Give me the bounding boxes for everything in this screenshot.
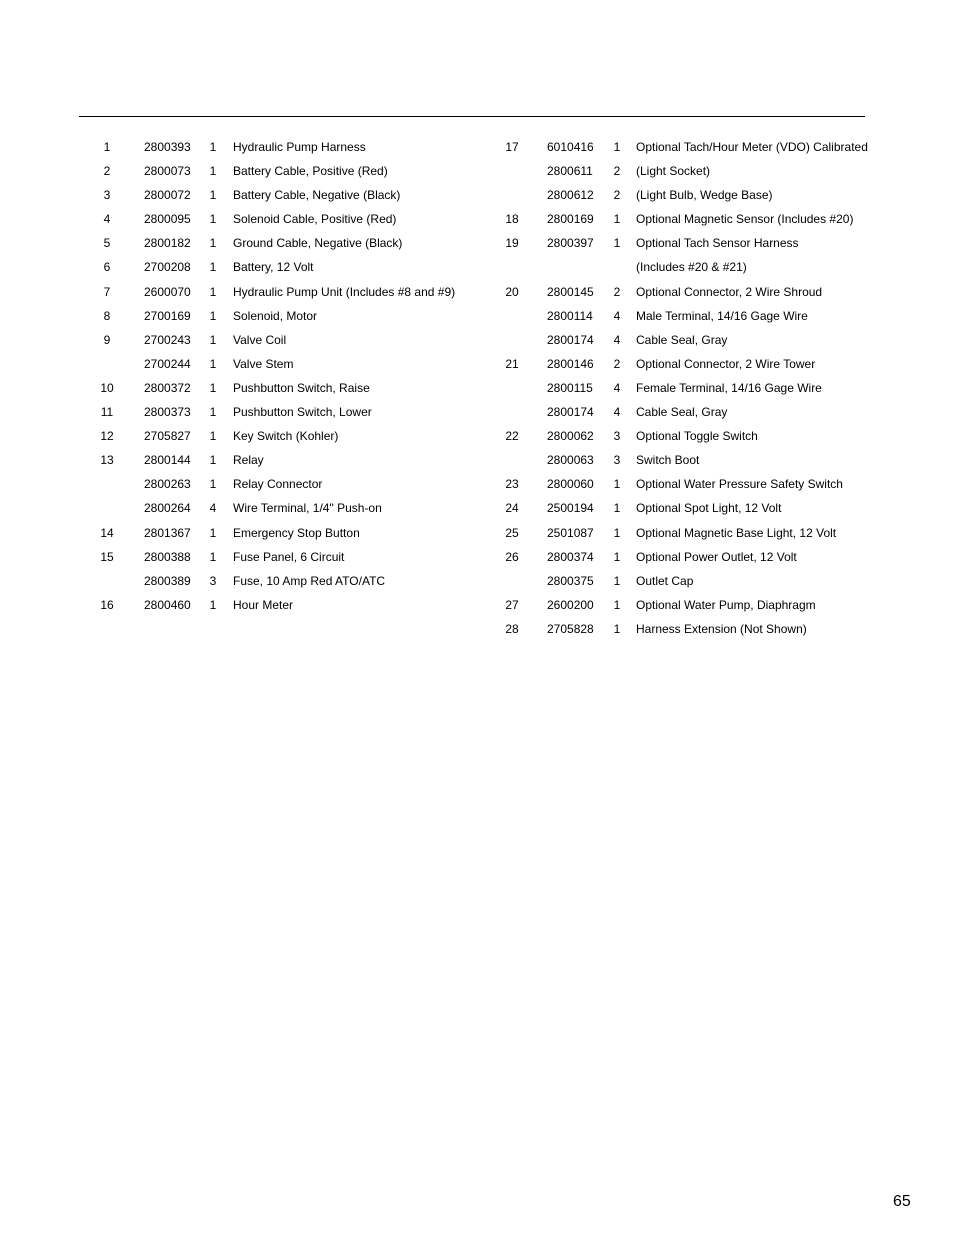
quantity: 2	[613, 188, 621, 203]
part-number: 2800174	[547, 405, 594, 420]
quantity: 4	[613, 332, 621, 347]
quantity: 1	[209, 332, 217, 347]
description: Fuse, 10 Amp Red ATO/ATC	[233, 573, 386, 588]
description: Wire Terminal, 1/4" Push-on	[233, 501, 382, 516]
quantity: 1	[209, 236, 217, 251]
part-number: 2800397	[547, 236, 594, 251]
quantity: 1	[209, 140, 217, 154]
item-number: 27	[505, 597, 519, 612]
description: (Light Bulb, Wedge Base)	[636, 188, 773, 203]
description: Female Terminal, 14/16 Gage Wire	[636, 380, 822, 395]
description: Optional Tach/Hour Meter (VDO) Calibrated	[636, 140, 868, 154]
quantity: 3	[613, 429, 621, 444]
part-number: 2800063	[547, 453, 594, 468]
description: Hour Meter	[233, 597, 294, 612]
item-number: 26	[505, 549, 519, 564]
part-number: 2800389	[144, 573, 191, 588]
part-number: 2800062	[547, 429, 594, 444]
description: (Includes #20 & #21)	[636, 260, 747, 275]
part-number: 2800372	[144, 380, 191, 395]
item-number: 28	[505, 621, 519, 636]
item-number: 4	[103, 212, 111, 227]
description: Optional Tach Sensor Harness	[636, 236, 799, 251]
quantity: 1	[209, 597, 217, 612]
description: Optional Connector, 2 Wire Tower	[636, 356, 816, 371]
part-number: 2800612	[547, 188, 594, 203]
quantity: 1	[613, 501, 621, 516]
part-number: 2800460	[144, 597, 191, 612]
description: Battery Cable, Positive (Red)	[233, 164, 388, 179]
item-number: 21	[505, 356, 519, 371]
part-number: 2501087	[547, 525, 594, 540]
item-number: 1	[103, 140, 111, 154]
item-number: 19	[505, 236, 519, 251]
description: Fuse Panel, 6 Circuit	[233, 549, 345, 564]
quantity: 1	[613, 621, 621, 636]
description: Ground Cable, Negative (Black)	[233, 236, 403, 251]
quantity: 1	[613, 573, 621, 588]
description: Switch Boot	[636, 453, 700, 468]
description: Emergency Stop Button	[233, 525, 360, 540]
part-number: 2800095	[144, 212, 191, 227]
part-number: 2700208	[144, 260, 191, 275]
item-number: 6	[103, 260, 111, 275]
quantity: 3	[613, 453, 621, 468]
description: Optional Magnetic Sensor (Includes #20)	[636, 212, 854, 227]
quantity: 1	[209, 260, 217, 275]
part-number: 2600070	[144, 284, 191, 299]
quantity: 4	[613, 405, 621, 420]
quantity: 1	[613, 549, 621, 564]
item-number: 9	[103, 332, 111, 347]
part-number: 2800388	[144, 549, 191, 564]
item-number: 5	[103, 236, 111, 251]
description: Cable Seal, Gray	[636, 332, 728, 347]
description: Hydraulic Pump Unit (Includes #8 and #9)	[233, 284, 456, 299]
quantity: 4	[209, 501, 217, 516]
quantity: 1	[209, 453, 217, 468]
part-number: 2800375	[547, 573, 594, 588]
quantity: 1	[209, 212, 217, 227]
quantity: 1	[613, 140, 621, 154]
part-number: 2705827	[144, 429, 191, 444]
item-number: 18	[505, 212, 519, 227]
item-number: 2	[103, 164, 111, 179]
description: Pushbutton Switch, Lower	[233, 405, 372, 420]
part-number: 2800144	[144, 453, 191, 468]
description: Optional Magnetic Base Light, 12 Volt	[636, 525, 837, 540]
description: Battery, 12 Volt	[233, 260, 314, 275]
item-number: 11	[100, 405, 114, 420]
description: Valve Stem	[233, 356, 294, 371]
part-number: 2600200	[547, 597, 594, 612]
quantity: 4	[613, 308, 621, 323]
item-number: 13	[100, 453, 114, 468]
item-number: 10	[100, 380, 114, 395]
quantity: 2	[613, 356, 621, 371]
description: Optional Power Outlet, 12 Volt	[636, 549, 797, 564]
quantity: 1	[209, 525, 217, 540]
description: Key Switch (Kohler)	[233, 429, 339, 444]
quantity: 1	[613, 525, 621, 540]
quantity: 3	[209, 573, 217, 588]
quantity: 1	[613, 236, 621, 251]
description: Solenoid Cable, Positive (Red)	[233, 212, 397, 227]
part-number: 2800145	[547, 284, 594, 299]
part-number: 2800114	[547, 308, 593, 323]
description: Cable Seal, Gray	[636, 405, 728, 420]
item-number: 7	[103, 284, 111, 299]
part-number: 2800373	[144, 405, 191, 420]
description: Optional Water Pressure Safety Switch	[636, 477, 843, 492]
description: Battery Cable, Negative (Black)	[233, 188, 401, 203]
part-number: 2800115	[547, 380, 593, 395]
description: Pushbutton Switch, Raise	[233, 380, 370, 395]
part-number: 2800146	[547, 356, 594, 371]
item-number: 22	[505, 429, 519, 444]
item-number: 12	[100, 429, 114, 444]
description: Relay	[233, 453, 264, 468]
item-number: 24	[505, 501, 519, 516]
item-number: 3	[103, 188, 111, 203]
quantity: 1	[209, 477, 217, 492]
part-number: 6010416	[547, 140, 594, 154]
item-number: 17	[505, 140, 519, 154]
part-number: 2705828	[547, 621, 594, 636]
part-number: 2700243	[144, 332, 191, 347]
quantity: 2	[613, 164, 621, 179]
quantity: 1	[209, 429, 217, 444]
part-number: 2800182	[144, 236, 191, 251]
quantity: 1	[209, 284, 217, 299]
item-number: 25	[505, 525, 519, 540]
part-number: 2800374	[547, 549, 594, 564]
quantity: 1	[209, 308, 217, 323]
header-rule	[79, 116, 865, 117]
part-number: 2800072	[144, 188, 191, 203]
quantity: 1	[209, 188, 217, 203]
description: Male Terminal, 14/16 Gage Wire	[636, 308, 808, 323]
part-number: 2801367	[144, 525, 191, 540]
quantity: 1	[613, 597, 621, 612]
quantity: 1	[209, 164, 217, 179]
part-number: 2800264	[144, 501, 191, 516]
description: Optional Water Pump, Diaphragm	[636, 597, 816, 612]
part-number: 2800174	[547, 332, 594, 347]
part-number: 2800393	[144, 140, 191, 154]
item-number: 16	[100, 597, 114, 612]
quantity: 1	[209, 549, 217, 564]
part-number: 2800060	[547, 477, 594, 492]
quantity: 1	[209, 405, 217, 420]
description: Outlet Cap	[636, 573, 694, 588]
description: Relay Connector	[233, 477, 323, 492]
quantity: 1	[209, 356, 217, 371]
item-number: 23	[505, 477, 519, 492]
quantity: 4	[613, 380, 621, 395]
description: Optional Toggle Switch	[636, 429, 758, 444]
description: (Light Socket)	[636, 164, 711, 179]
part-number: 2800169	[547, 212, 594, 227]
item-number: 14	[100, 525, 114, 540]
description: Harness Extension (Not Shown)	[636, 621, 807, 636]
description: Optional Connector, 2 Wire Shroud	[636, 284, 823, 299]
item-number: 15	[100, 549, 114, 564]
part-number: 2700244	[144, 356, 191, 371]
description: Valve Coil	[233, 332, 287, 347]
part-number: 2800611	[547, 164, 593, 179]
quantity: 1	[613, 477, 621, 492]
description: Optional Spot Light, 12 Volt	[636, 501, 782, 516]
part-number: 2500194	[547, 501, 594, 516]
description: Hydraulic Pump Harness	[233, 140, 366, 154]
part-number: 2800073	[144, 164, 191, 179]
item-number: 20	[505, 284, 519, 299]
page-number: 65	[893, 1193, 911, 1210]
quantity: 1	[209, 380, 217, 395]
quantity: 2	[613, 284, 621, 299]
part-number: 2700169	[144, 308, 191, 323]
item-number: 8	[103, 308, 111, 323]
description: Solenoid, Motor	[233, 308, 318, 323]
quantity: 1	[613, 212, 621, 227]
part-number: 2800263	[144, 477, 191, 492]
